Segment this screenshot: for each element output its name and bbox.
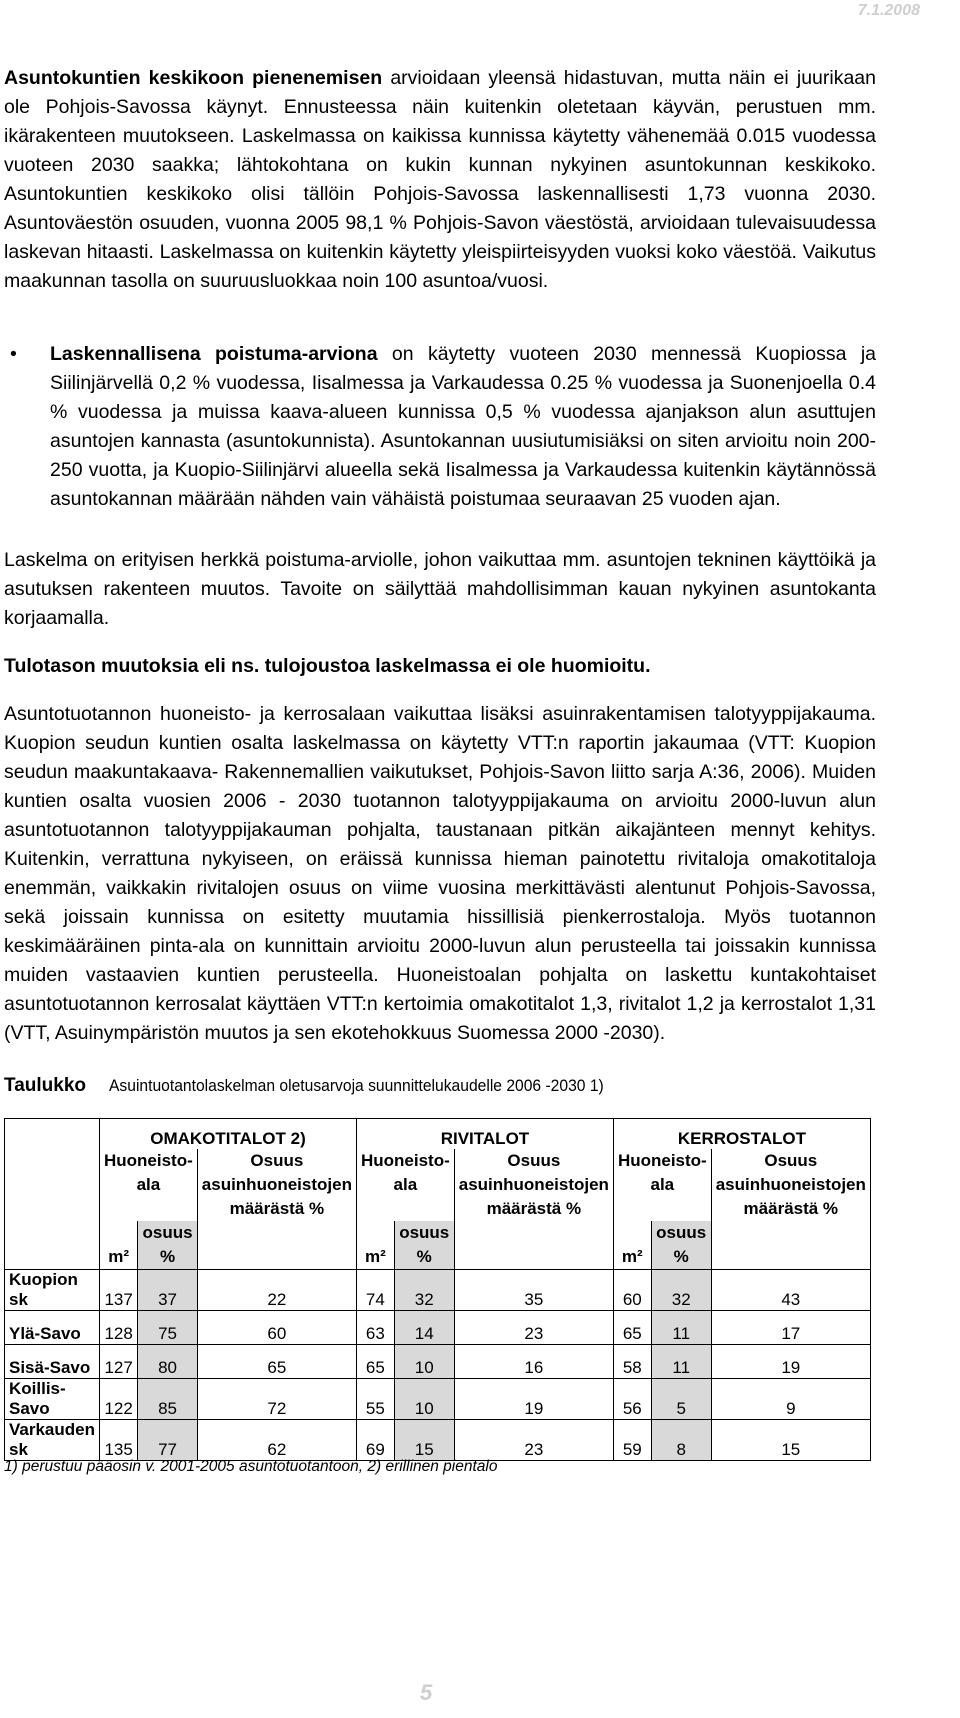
table-cell: 55 bbox=[356, 1379, 394, 1420]
table-cell: 17 bbox=[711, 1311, 870, 1345]
table-cell: 58 bbox=[613, 1345, 651, 1379]
unit-m2: m² bbox=[356, 1221, 394, 1270]
table-cell: 16 bbox=[454, 1345, 613, 1379]
table-cell: 10 bbox=[394, 1379, 454, 1420]
table-cell: 60 bbox=[197, 1311, 356, 1345]
unit-osuus: osuus % bbox=[394, 1221, 454, 1270]
bullet-item-removal bbox=[4, 340, 876, 514]
page-number: 5 bbox=[420, 1680, 433, 1705]
table-cell: 23 bbox=[454, 1311, 613, 1345]
table-cell: 137 bbox=[100, 1270, 138, 1311]
group-rivitalot: RIVITALOT bbox=[356, 1119, 613, 1150]
table-row bbox=[5, 1345, 871, 1379]
header-osuus: Osuus asuinhuoneistojen määrästä % bbox=[454, 1149, 613, 1221]
table-row bbox=[5, 1379, 871, 1420]
table-footnote: 1) perustuu pääosin v. 2001-2005 asuntotuotantoon, 2) erillinen pientalo bbox=[4, 1458, 498, 1475]
table-cell: 9 bbox=[711, 1379, 870, 1420]
bullet-icon: • bbox=[10, 343, 17, 365]
paragraph-household-size bbox=[4, 64, 876, 296]
unit-m2: m² bbox=[613, 1221, 651, 1270]
table-cell: 72 bbox=[197, 1379, 356, 1420]
table-cell: 32 bbox=[651, 1270, 711, 1311]
header-date: 7.1.2008 bbox=[857, 2, 920, 19]
table-cell: 62 bbox=[197, 1420, 356, 1461]
bullet-item-removal-text: on käytetty vuoteen 2030 mennessä Kuopiossa ja Siilinjärvellä 0,2 % vuodessa, Iisalmessa ja Varkaudessa 0.25 % vuodessa ja Suonenjoella 0.4 % vuodessa ja muissa kaava-alueen kunnissa 0,5 % vuodessa ajanjakson alun asuttujen asuntojen kannasta (asuntokunnista). Asuntokannan uusiutumisiäksi on siten arvioitu noin 200-250 vuotta, ja Kuopio-Siilinjärvi alueella sekä Iisalmessa ja Varkaudessa kuitenkin käytännössä asuntokannan määrään nähden vain vähäistä poistumaa seuraavan 25 vuoden ajan. bbox=[50, 343, 876, 510]
paragraph-sensitivity: Laskelma on erityisen herkkä poistuma-arviolle, johon vaikuttaa mm. asuntojen tekninen käyttöikä ja asutuksen rakenteen muutos. Tavoite on säilyttää mahdollisimman kauan nykyinen asuntokanta korjaamalla. bbox=[4, 549, 876, 629]
group-omakotitalot: OMAKOTITALOT 2) bbox=[100, 1119, 357, 1150]
table-cell: 127 bbox=[100, 1345, 138, 1379]
table-cell: 80 bbox=[138, 1345, 197, 1379]
table-cell: 65 bbox=[197, 1345, 356, 1379]
table-row bbox=[5, 1420, 871, 1461]
row-label: Kuopion sk bbox=[5, 1270, 100, 1311]
table-cell: 56 bbox=[613, 1379, 651, 1420]
table-cell: 77 bbox=[138, 1420, 197, 1461]
unit-m2: m² bbox=[100, 1221, 138, 1270]
group-kerrostalot: KERROSTALOT bbox=[613, 1119, 870, 1150]
header-osuus: Osuus asuinhuoneistojen määrästä % bbox=[197, 1149, 356, 1221]
header-osuus: Osuus asuinhuoneistojen määrästä % bbox=[711, 1149, 870, 1221]
header-huoneistoala: Huoneisto-ala bbox=[100, 1149, 198, 1221]
table-cell: 11 bbox=[651, 1311, 711, 1345]
table-cell: 22 bbox=[197, 1270, 356, 1311]
table-cell: 75 bbox=[138, 1311, 197, 1345]
table-cell: 69 bbox=[356, 1420, 394, 1461]
table-cell: 85 bbox=[138, 1379, 197, 1420]
table-cell: 35 bbox=[454, 1270, 613, 1311]
table-cell: 135 bbox=[100, 1420, 138, 1461]
table-caption-label: Taulukko bbox=[4, 1075, 86, 1096]
paragraph-household-size-text: arvioidaan yleensä hidastuvan, mutta näin ei juurikaan ole Pohjois-Savossa käynyt. Ennusteessa näin kuitenkin oletetaan käyvän, perustuen mm. ikärakenteen muutokseen. Laskelmassa on kaikissa kunnissa käytetty vähenemää 0.015 vuodessa vuoteen 2030 saakka; lähtokohtana on kukin kunnan nykyinen asuntokunnan keskikoko. Asuntokuntien keskikoko olisi tällöin Pohjois-Savossa laskennallisesti 1,73 vuonna 2030. Asuntoväestön osuuden, vuonna 2005 98,1 % Pohjois-Savon väestöstä, arvioidaan tulevaisuudessa laskevan hitaasti. Laskelmassa on kuitenkin käytetty yleispiirteisyyden vuoksi koko väestöä. Vaikutus maakunnan tasolla on suuruusluokkaa noin 100 asuntoa/vuosi. bbox=[4, 67, 876, 292]
table-row bbox=[5, 1311, 871, 1345]
table-cell: 65 bbox=[356, 1345, 394, 1379]
table-cell: 60 bbox=[613, 1270, 651, 1311]
table-cell: 65 bbox=[613, 1311, 651, 1345]
table-cell: 59 bbox=[613, 1420, 651, 1461]
paragraph-production: Asuntotuotannon huoneisto- ja kerrosalaan vaikuttaa lisäksi asuinrakentamisen talotyyppijakauma. Kuopion seudun kuntien osalta laskelmassa on käytetty VTT:n raportin jakaumaa (VTT: Kuopion seudun maakuntakaava- Rakennemallien vaikutukset, Pohjois-Savon liitto sarja A:36, 2006). Muiden kuntien osalta vuosien 2006 - 2030 tuotannon talotyyppijakauma on arvioitu 2000-luvun alun asuntotuotannon talotyyppijakauman pohjalta, taustanaan pitkän aikajänteen mennyt kehitys. Kuitenkin, verrattuna nykyiseen, on eräissä kunnissa hieman painotettu rivitaloja omakotitaloja enemmän, vaikkakin rivitalojen osuus on viime vuosina merkittävästi alentunut Pohjois-Savossa, sekä joissain kunnissa on esitetty muutamia hissillisiä pienkerrostaloja. Myös tuotannon keskimääräinen pinta-ala on kunnittain arvioitu 2000-luvun alun perusteella tai joissakin kunnissa muiden vastaavien kuntien perusteella. Huoneistoalan pohjalta on laskettu kuntakohtaiset asuntotuotannon kerrosalat käyttäen VTT:n kertoimia omakotitalot 1,3, rivitalot 1,2 ja kerrostalot 1,31 (VTT, Asuinympäristön muutos ja sen ekotehokkuus Suomessa 2000 -2030). bbox=[4, 703, 876, 1044]
table-caption-text: Asuintuotantolaskelman oletusarvoja suunnittelukaudelle 2006 -2030 1) bbox=[109, 1076, 604, 1095]
unit-osuus: osuus % bbox=[651, 1221, 711, 1270]
table-cell: 37 bbox=[138, 1270, 197, 1311]
header-huoneistoala: Huoneisto-ala bbox=[356, 1149, 454, 1221]
table-cell: 32 bbox=[394, 1270, 454, 1311]
row-label: Koillis-Savo bbox=[5, 1379, 100, 1420]
table-cell: 19 bbox=[454, 1379, 613, 1420]
housing-defaults-table bbox=[4, 1118, 871, 1461]
header-huoneistoala: Huoneisto-ala bbox=[613, 1149, 711, 1221]
row-label: Varkauden sk bbox=[5, 1420, 100, 1461]
table-cell: 11 bbox=[651, 1345, 711, 1379]
table-cell: 19 bbox=[711, 1345, 870, 1379]
table-cell: 74 bbox=[356, 1270, 394, 1311]
table-row bbox=[5, 1270, 871, 1311]
table-caption bbox=[4, 1075, 647, 1097]
table-cell: 128 bbox=[100, 1311, 138, 1345]
paragraph-income: Tulotason muutoksia eli ns. tulojoustoa laskelmassa ei ole huomioitu. bbox=[4, 655, 651, 677]
table-cell: 122 bbox=[100, 1379, 138, 1420]
table-cell: 63 bbox=[356, 1311, 394, 1345]
table-cell: 5 bbox=[651, 1379, 711, 1420]
table-cell: 14 bbox=[394, 1311, 454, 1345]
table-cell: 15 bbox=[394, 1420, 454, 1461]
paragraph-household-size-lead: Asuntokuntien keskikoon pienenemisen bbox=[4, 67, 383, 89]
row-label: Sisä-Savo bbox=[5, 1345, 100, 1379]
table-cell: 15 bbox=[711, 1420, 870, 1461]
row-label: Ylä-Savo bbox=[5, 1311, 100, 1345]
table-cell: 8 bbox=[651, 1420, 711, 1461]
table-cell: 43 bbox=[711, 1270, 870, 1311]
unit-osuus: osuus % bbox=[138, 1221, 197, 1270]
table-cell: 10 bbox=[394, 1345, 454, 1379]
bullet-item-removal-lead: Laskennallisena poistuma-arviona bbox=[50, 343, 378, 365]
table-cell: 23 bbox=[454, 1420, 613, 1461]
